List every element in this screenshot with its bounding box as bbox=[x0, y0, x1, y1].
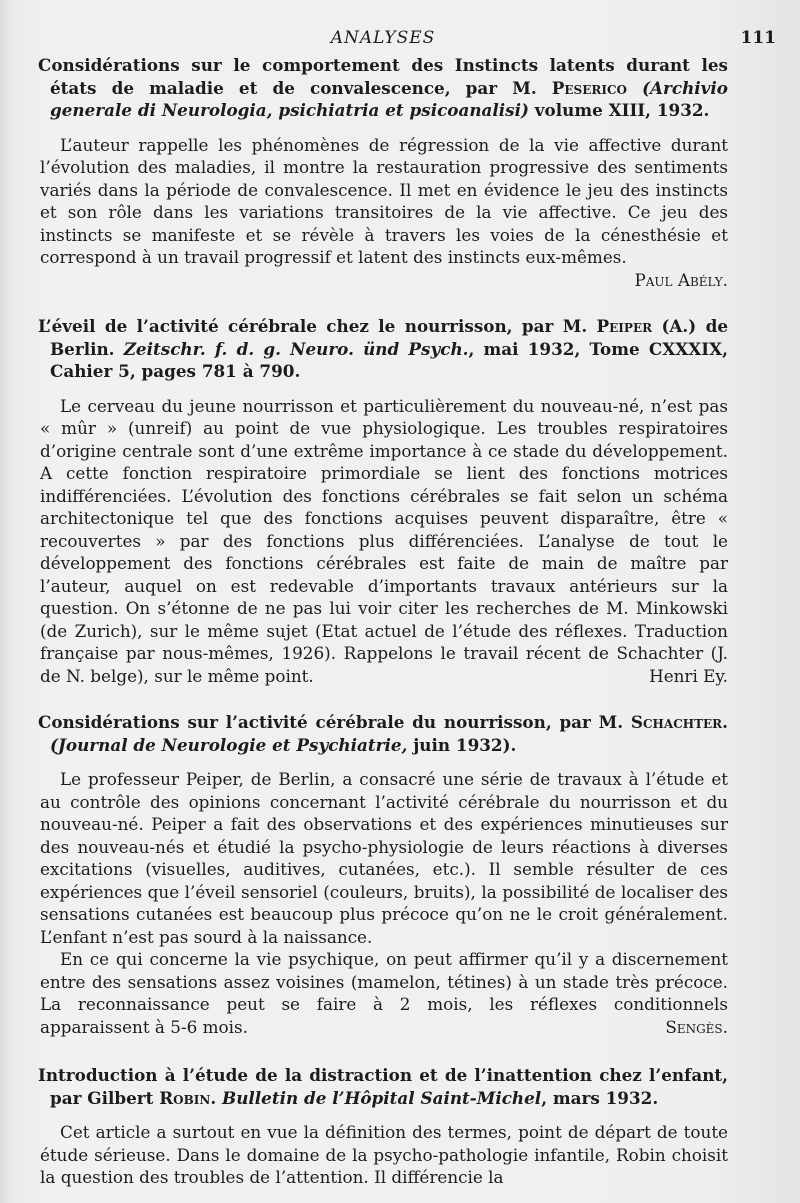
review-citation-prefix: (A.) de Berlin. bbox=[50, 316, 728, 359]
review-citation-rest: , mars 1932. bbox=[541, 1087, 659, 1108]
review-citation-rest: juin 1932). bbox=[407, 734, 517, 755]
paragraph-text: L’auteur rappelle les phénomènes de régression de la vie affective durant l’évolution des maladies, il montre la restauration progressive des sentiments variés dans la période de convalescence. Il met en évidence le jeu des instincts et son rôle dans les variations transitoires de la vie affective. Ce jeu des instincts se manifeste et se révèle à travers les voies de la cénesthésie et correspond à un travail progressif et latent des instincts eux-mêmes. bbox=[40, 134, 728, 267]
review-body bbox=[38, 395, 728, 688]
review-paragraph bbox=[40, 768, 728, 948]
review-paragraph bbox=[40, 395, 728, 688]
review-author: Peiper bbox=[596, 316, 653, 336]
review-author: Robin bbox=[159, 1087, 211, 1108]
review-title: Considérations sur l’activité cérébrale du nourrisson, bbox=[38, 712, 552, 732]
review-paragraph bbox=[40, 1121, 728, 1189]
paragraph-text: Le professeur Peiper, de Berlin, a consacré une série de travaux à l’étude et au contrôle des opinions concernant l’activité cérébrale du nourrisson et du nouveau-né. Peiper a fait des observations et des expériences minutieuses sur des nouveau-nés et étudié la psycho-physiologie de leurs réactions à diverses excitations (visuelles, auditives, cutanées, etc.). Il semble résulter de ces expériences que l’éveil sensoriel (couleurs, bruits), la possibilité de localiser des sensations cutanées est beaucoup plus précoce qu’on ne le croit généralement. L’enfant n’est pas sourd à la naissance. bbox=[40, 769, 728, 947]
review-body bbox=[38, 768, 728, 1038]
review-journal: (Journal de Neurologie et Psychiatrie, bbox=[50, 734, 408, 755]
review-title: Introduction à l’étude de la distraction et de l’inattention chez l’enfant, bbox=[38, 1065, 728, 1085]
review-entry bbox=[38, 711, 728, 1038]
review-signature: Henri Ey. bbox=[649, 665, 728, 686]
review-journal: Zeitschr. f. d. g. Neuro. ünd Psych. bbox=[123, 338, 469, 359]
running-header bbox=[38, 0, 776, 50]
review-body bbox=[38, 1121, 728, 1189]
review-by: par Gilbert bbox=[50, 1087, 160, 1108]
review-by: par M. bbox=[450, 77, 552, 98]
review-citation-rest: volume XIII, 1932. bbox=[528, 100, 710, 120]
review-signature: Sengès. bbox=[665, 1016, 728, 1037]
review-citation-prefix: . bbox=[210, 1087, 223, 1108]
review-journal: (Archivio generale di Neurologia, psichiatria et psicoanalisi) bbox=[50, 77, 728, 120]
review-title: L’éveil de l’activité cérébrale chez le nourrisson, bbox=[38, 316, 513, 336]
review-author: Peserico bbox=[551, 77, 627, 98]
review-title: Considérations sur le comportement des Instincts latents durant les états de maladie et de convalescence, bbox=[38, 55, 728, 98]
review-citation-prefix bbox=[627, 78, 642, 98]
review-heading bbox=[38, 711, 728, 756]
running-title: ANALYSES bbox=[330, 28, 436, 48]
review-heading bbox=[38, 54, 728, 122]
review-heading bbox=[38, 1064, 728, 1109]
review-signature: Paul Abély. bbox=[634, 269, 728, 290]
paragraph-text: Cet article a surtout en vue la définition des termes, point de départ de toute étude sérieuse. Dans le domaine de la psycho-pathologie infantile, Robin choisit la question des troubles de l’attention. Il différencie la bbox=[40, 1122, 728, 1187]
page-number: 111 bbox=[740, 28, 776, 48]
paragraph-text: Le cerveau du jeune nourrisson et particulièrement du nouveau-né, n’est pas « mûr » (unreif) au point de vue physiologique. Les troubles respiratoires d’origine centrale sont d’une extrême importance à ce stade du développement. A cette fonction respiratoire primordiale se lient des fonctions motrices indifférenciées. L’évolution des fonctions cérébrales se fait selon un schéma architectonique tel que des fonctions acquises peuvent disparaître, être « recouvertes » par des fonctions plus différenciées. L’analyse de tout le développement des fonctions cérébrales est faite de main de maître par l’auteur, auquel on est redevable d’importants travaux antérieurs sur la question. On s’étonne de ne pas lui voir citer les recherches de M. Minkowski (de Zurich), sur le même sujet (Etat actuel de l’étude des réflexes. Traduction française par nous-mêmes, 1926). Rappelons le travail récent de Schachter (J. de N. belge), sur le même point. bbox=[40, 395, 728, 686]
review-citation-rest: , mai 1932, Tome CXXXIX, Cahier 5, pages 781 à 790. bbox=[50, 338, 728, 381]
review-by: par M. bbox=[512, 316, 597, 336]
review-entry bbox=[38, 1064, 728, 1189]
review-journal: Bulletin de l’Hôpital Saint-Michel bbox=[222, 1087, 542, 1108]
review-heading bbox=[38, 315, 728, 383]
review-body bbox=[38, 134, 728, 292]
review-by: par M. bbox=[551, 712, 631, 732]
review-author: Schachter bbox=[630, 712, 723, 732]
review-entry bbox=[38, 54, 728, 291]
review-paragraph bbox=[40, 134, 728, 290]
review-citation-prefix: . bbox=[722, 712, 728, 732]
paragraph-text: En ce qui concerne la vie psychique, on peut affirmer qu’il y a discernement entre des sensations assez voisines (mamelon, tétines) à un stade très précoce. La reconnaissance peut se faire à 2 mois, les réflexes conditionnels apparaissent à 5-6 mois. bbox=[40, 949, 728, 1037]
review-entry bbox=[38, 315, 728, 687]
review-paragraph bbox=[40, 948, 728, 1038]
